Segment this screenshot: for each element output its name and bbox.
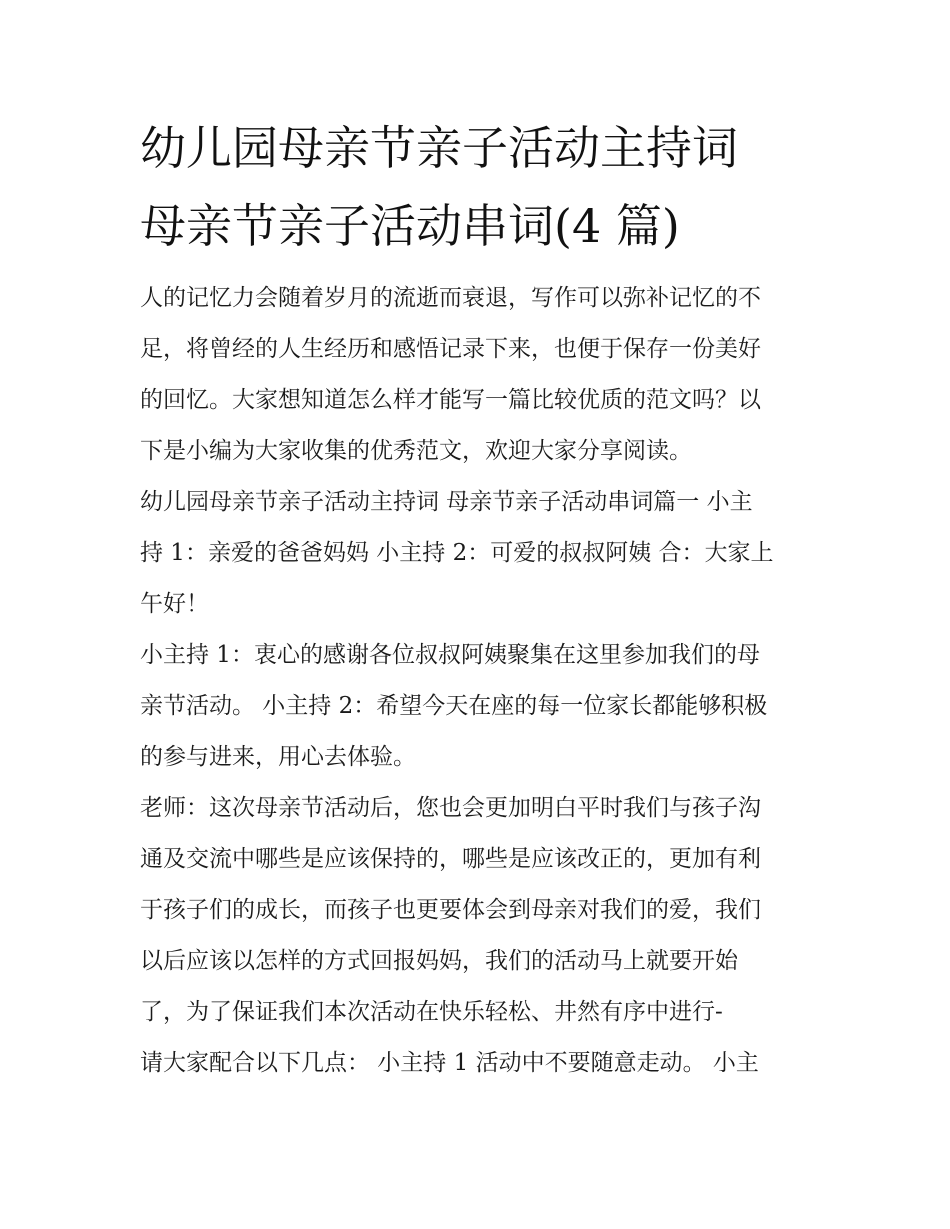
body-line-6: 持 1：亲爱的爸爸妈妈 小主持 2：可爱的叔叔阿姨 合：大家上: [140, 540, 774, 566]
body-line-9: 亲节活动。 小主持 2：希望今天在座的每一位家长都能够积极: [140, 693, 768, 719]
body-line-1: 人的记忆力会随着岁月的流逝而衰退，写作可以弥补记忆的不: [140, 285, 761, 311]
body-line-7: 午好！: [140, 591, 209, 617]
body-line-13: 于孩子们的成长，而孩子也更要体会到母亲对我们的爱，我们: [140, 897, 761, 923]
body-line-3: 的回忆。大家想知道怎么样才能写一篇比较优质的范文吗？以: [140, 387, 761, 413]
body-line-12: 通及交流中哪些是应该保持的，哪些是应该改正的，更加有利: [140, 846, 761, 872]
body-line-5: 幼儿园母亲节亲子活动主持词 母亲节亲子活动串词篇一 小主: [140, 489, 753, 515]
body-line-14: 以后应该以怎样的方式回报妈妈，我们的活动马上就要开始: [140, 948, 738, 974]
document-title-line-2: 母亲节亲子活动串词(4 篇): [140, 199, 680, 253]
body-line-16: 请大家配合以下几点： 小主持 1 活动中不要随意走动。 小主: [140, 1050, 759, 1076]
body-line-8: 小主持 1：衷心的感谢各位叔叔阿姨聚集在这里参加我们的母: [140, 642, 760, 668]
body-line-2: 足，将曾经的人生经历和感悟记录下来，也便于保存一份美好: [140, 336, 761, 362]
body-line-15: 了，为了保证我们本次活动在快乐轻松、井然有序中进行-: [140, 999, 723, 1025]
document-title-line-1: 幼儿园母亲节亲子活动主持词: [140, 121, 738, 175]
body-line-11: 老师：这次母亲节活动后，您也会更加明白平时我们与孩子沟: [140, 795, 761, 821]
body-line-4: 下是小编为大家收集的优秀范文，欢迎大家分享阅读。: [140, 438, 692, 464]
body-line-10: 的参与进来，用心去体验。: [140, 744, 416, 770]
